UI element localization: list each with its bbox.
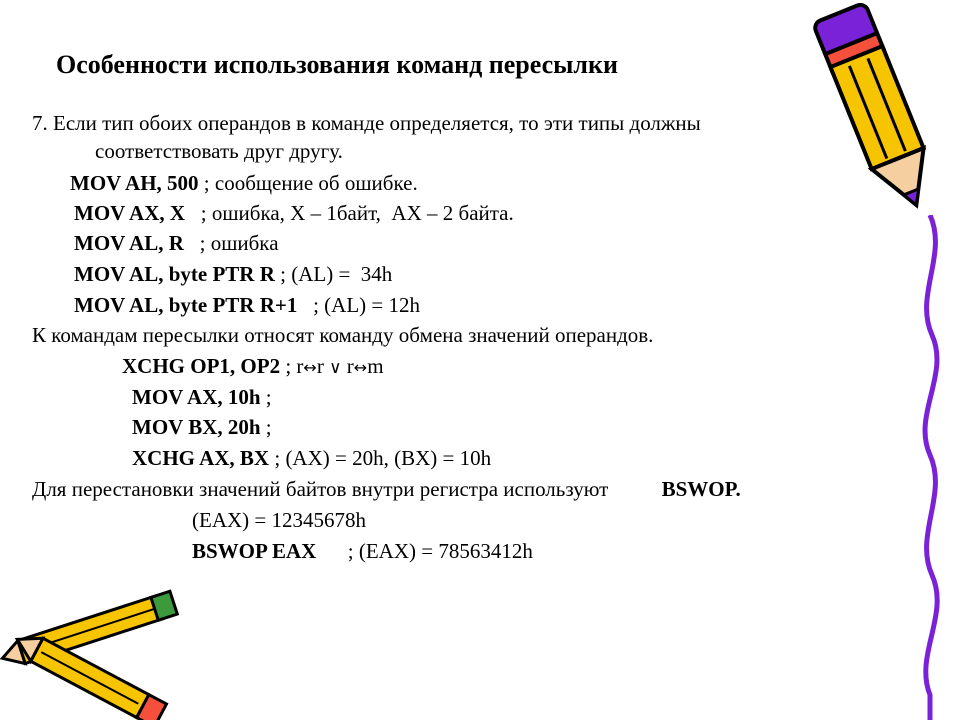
example-comment: ; ошибка — [183, 231, 279, 255]
xchg-syntax-sep: ; — [280, 354, 297, 378]
bswap-example — [192, 538, 533, 564]
example-line — [74, 261, 392, 287]
example-code: MOV AL, R — [74, 231, 184, 255]
xchg-example-code: MOV AX, 10h — [132, 385, 261, 409]
xchg-syntax-code: XCHG OP1, OP2 — [122, 354, 281, 378]
example-code: MOV AL, byte PTR R — [74, 262, 275, 286]
reg-r: r — [346, 354, 354, 378]
example-line — [70, 170, 418, 196]
swap-arrow-icon: ↔ — [353, 358, 368, 377]
bswap-state: (EAX) = 12345678h — [192, 508, 366, 532]
squiggle-line-icon — [900, 215, 960, 720]
example-comment: ; ошибка, X – 1байт, AX – 2 байта. — [185, 201, 514, 225]
mem-m: m — [367, 354, 384, 378]
xchg-example-line — [132, 414, 272, 440]
xchg-example-comment: ; — [260, 385, 272, 409]
or-symbol: ∨ — [329, 358, 342, 378]
bswap-intro-text: Для перестановки значений байтов внутри регистра используют — [32, 477, 609, 501]
xchg-intro: К командам пересылки относят команду обмена значений операндов. — [32, 323, 654, 347]
example-code: MOV AL, byte PTR R+1 — [74, 293, 298, 317]
xchg-syntax — [122, 353, 384, 381]
xchg-example-code: MOV BX, 20h — [132, 415, 261, 439]
example-comment: ; сообщение об ошибке. — [198, 171, 418, 195]
pencils-icon — [0, 580, 200, 720]
point7-line2: соответствовать друг другу. — [95, 139, 343, 163]
xchg-example-code: XCHG AX, BX — [132, 446, 270, 470]
example-line — [74, 230, 279, 256]
bswap-intro — [32, 476, 741, 502]
swap-arrow-icon: ↔ — [303, 358, 317, 377]
xchg-example-comment: ; (AX) = 20h, (BX) = 10h — [269, 446, 492, 470]
bswap-example-code: BSWOP EAX — [192, 539, 317, 563]
xchg-example-comment: ; — [260, 415, 272, 439]
example-line — [74, 292, 420, 318]
xchg-example-line — [132, 445, 491, 471]
example-code: MOV AH, 500 — [70, 171, 199, 195]
example-comment: ; (AL) = 34h — [274, 262, 393, 286]
reg-r: r — [316, 354, 324, 378]
example-comment: ; (AL) = 12h — [297, 293, 421, 317]
page-title: Особенности использования команд пересылки — [56, 50, 618, 79]
pencil-icon — [800, 0, 960, 230]
example-code: MOV AX, X — [74, 201, 186, 225]
xchg-example-line — [132, 384, 272, 410]
example-line — [74, 200, 514, 226]
point7-line1: 7. Если тип обоих операндов в команде определяется, то эти типы должны — [32, 111, 701, 135]
reg-r: r — [296, 354, 304, 378]
bswap-cmd: BSWOP. — [661, 477, 741, 501]
bswap-example-comment: ; (EAX) = 78563412h — [316, 539, 533, 563]
